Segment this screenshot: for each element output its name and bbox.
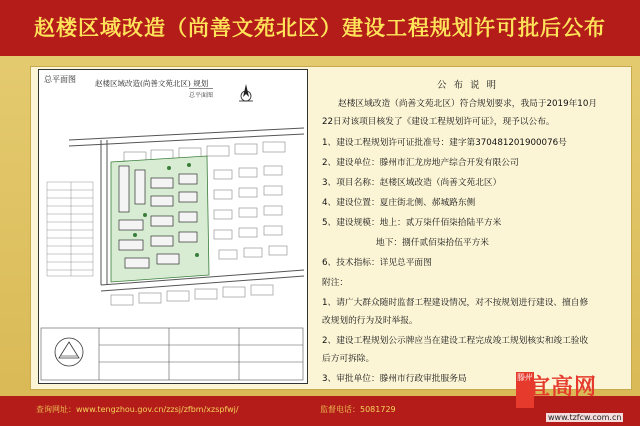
title-banner bbox=[0, 0, 640, 56]
notice-heading: 公 布 说 明 bbox=[437, 80, 499, 91]
notice-remark-2b: 后方可拆除。 bbox=[322, 354, 375, 364]
notice-item-scale-above: 5、建设规模：地上：贰万柒仟佰柒拾陆平方米 bbox=[322, 218, 502, 228]
notice-item-project-name: 3、项目名称：赵楼区域改造（尚善文苑北区） bbox=[322, 178, 502, 188]
notice-item-developer: 2、建设单位：滕州市汇龙房地产综合开发有限公司 bbox=[322, 158, 519, 168]
plan-title: 赵楼区域改造(尚善文苑北区) 规划 bbox=[95, 79, 209, 88]
notice-item-scale-below: 地下：捌仟贰佰柒拾伍平方米 bbox=[376, 238, 489, 248]
plan-subtitle: 总平面图 bbox=[189, 88, 213, 99]
watermark-badge-text: 滕州 bbox=[517, 373, 533, 382]
north-arrow-icon bbox=[239, 84, 253, 101]
footer-query-url: 查询网址：www.tengzhou.gov.cn/zzsj/zfbm/xzspfwj/ bbox=[36, 405, 239, 414]
footer-hotline: 监督电话：5081729 bbox=[320, 405, 396, 414]
notice-remark-2a: 2、建设工程规划公示牌应当在建设工程完成竣工规划核实和竣工验收 bbox=[322, 336, 589, 346]
notice-item-location: 4、建设位置：夏庄街北侧、郝城路东侧 bbox=[322, 198, 476, 208]
notice-item-permit-number: 1、建设工程规划许可证批准号：建字第370481201900076号 bbox=[322, 138, 567, 148]
notice-intro-line-2: 22日对该项目核发了《建设工程规划许可证》，现予以公布。 bbox=[322, 117, 555, 127]
site-plan-drawing bbox=[38, 69, 308, 384]
notice-intro-line-1: 赵楼区域改造（尚善文苑北区）符合规划要求，我局于2019年10月 bbox=[338, 99, 598, 109]
watermark-url: www.tzfcw.com.cn bbox=[548, 413, 622, 422]
notice-approval-authority: 3、审批单位：滕州市行政审批服务局 bbox=[322, 374, 467, 384]
notice-remark-1b: 改规划的行为及时举报。 bbox=[322, 316, 418, 326]
plan-corner-label: 总平面图 bbox=[44, 75, 76, 84]
notice-remark-heading: 附注： bbox=[322, 278, 349, 288]
planning-emblem-icon bbox=[55, 338, 83, 366]
notice-item-technical: 6、技术指标：详见总平面图 bbox=[322, 258, 432, 268]
site-plan-graphic bbox=[39, 70, 307, 383]
watermark-brand: 宜高网 bbox=[528, 375, 598, 400]
site-watermark-logo bbox=[476, 368, 640, 426]
page-title: 赵楼区域改造（尚善文苑北区）建设工程规划许可批后公布 bbox=[34, 16, 606, 40]
notice-remark-1a: 1、请广大群众随时监督工程建设情况，对不按规划进行建设、擅自修 bbox=[322, 298, 589, 308]
